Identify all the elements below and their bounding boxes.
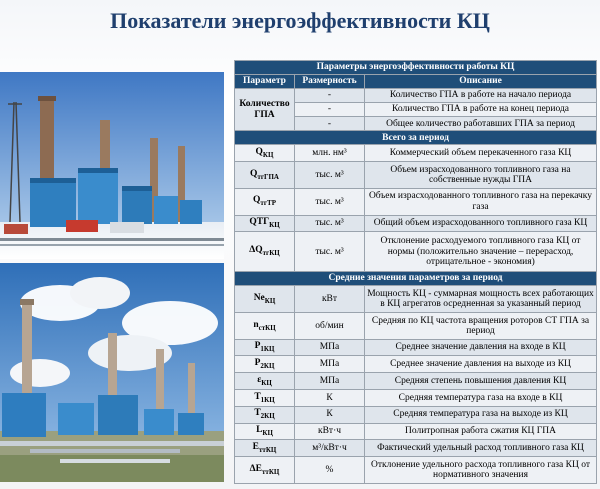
page-title: Показатели энергоэффективности КЦ <box>110 8 490 33</box>
symbol-subscript: КЦ <box>262 429 273 438</box>
table-row <box>235 339 597 356</box>
unit-cell: тыс. м³ <box>295 188 365 215</box>
description-cell: Общее количество работавших ГПА за период <box>365 117 597 131</box>
symbol-base: Q <box>253 195 261 206</box>
param-symbol <box>235 286 295 313</box>
description-cell: Объем израсходованного топливного газа на перекачку газа <box>365 188 597 215</box>
description-cell: Отклонение удельного расхода топливного газа КЦ от нормативного значения <box>365 457 597 484</box>
section-header-averages <box>235 271 597 285</box>
symbol-base: ΔE <box>249 463 262 474</box>
description-cell: Среднее значение давления на входе в КЦ <box>365 339 597 356</box>
param-symbol <box>235 423 295 440</box>
symbol-subscript: 2КЦ <box>260 412 275 421</box>
symbol-subscript: 1КЦ <box>260 395 275 404</box>
table-row <box>235 406 597 423</box>
symbol-subscript: КЦ <box>264 296 276 305</box>
compressor-station-photo-winter <box>0 72 224 259</box>
unit-cell: % <box>295 457 365 484</box>
description-cell: Средняя температура газа на входе в КЦ <box>365 389 597 406</box>
table-header-row <box>235 75 597 89</box>
param-symbol <box>235 312 295 339</box>
symbol-base: T <box>254 391 261 402</box>
symbol-base: Ne <box>253 292 265 303</box>
table-row <box>235 423 597 440</box>
param-symbol <box>235 145 295 162</box>
symbol-base: T <box>254 408 261 419</box>
symbol-base: ΔQ <box>249 245 263 256</box>
param-symbol <box>235 215 295 232</box>
description-cell: Объем израсходованного топливного газа на собственные нужды ГПА <box>365 161 597 188</box>
symbol-base: Q <box>250 168 258 179</box>
unit-cell: тыс. м³ <box>295 215 365 232</box>
description-cell: Политропная работа сжатия КЦ ГПА <box>365 423 597 440</box>
description-cell: Общий объем израсходованного топливного газа КЦ <box>365 215 597 232</box>
description-cell: Средняя по КЦ частота вращения роторов СТ ГПА за период <box>365 312 597 339</box>
symbol-subscript: тгГПА <box>257 172 279 181</box>
table-row <box>235 286 597 313</box>
symbol-subscript: 2КЦ <box>260 361 275 370</box>
description-cell: Среднее значение давления на выходе из КЦ <box>365 356 597 373</box>
description-cell: Средняя температура газа на выходе из КЦ <box>365 406 597 423</box>
symbol-subscript: КЦ <box>261 378 272 387</box>
table-caption: Параметры энергоэффективности работы КЦ <box>235 61 597 75</box>
unit-cell: кВт·ч <box>295 423 365 440</box>
section-title-averages: Средние значения параметров за период <box>235 271 597 285</box>
table-row <box>235 373 597 390</box>
unit-cell: тыс. м³ <box>295 232 365 272</box>
column-header-parameter: Параметр <box>235 75 295 89</box>
symbol-base: E <box>252 441 259 452</box>
unit-cell: - <box>295 103 365 117</box>
table-row <box>235 312 597 339</box>
symbol-subscript: 1КЦ <box>260 345 275 354</box>
unit-cell: об/мин <box>295 312 365 339</box>
symbol-base: QТГ <box>249 217 270 228</box>
symbol-subscript: тгКЦ <box>262 249 280 258</box>
unit-cell: - <box>295 117 365 131</box>
table-row <box>235 232 597 272</box>
symbol-base: n <box>253 319 259 330</box>
symbol-subscript: стКЦ <box>258 323 276 332</box>
symbol-base: ε <box>257 374 262 385</box>
description-cell: Фактический удельный расход топливного газа КЦ <box>365 440 597 457</box>
table-row <box>235 188 597 215</box>
param-symbol <box>235 232 295 272</box>
column-header-unit: Размерность <box>295 75 365 89</box>
section-title-total: Всего за период <box>235 131 597 145</box>
param-symbol <box>235 406 295 423</box>
symbol-subscript: ттКЦ <box>261 467 280 476</box>
symbol-subscript: КЦ <box>262 150 274 159</box>
param-symbol <box>235 457 295 484</box>
description-cell: Количество ГПА в работе на конец периода <box>365 103 597 117</box>
unit-cell: МПа <box>295 339 365 356</box>
unit-cell: МПа <box>295 356 365 373</box>
table-row <box>235 457 597 484</box>
unit-cell: м³/кВт·ч <box>295 440 365 457</box>
energy-efficiency-parameters-table <box>234 60 597 484</box>
param-symbol <box>235 373 295 390</box>
symbol-subscript: тгТР <box>260 199 276 208</box>
unit-cell: МПа <box>295 373 365 390</box>
unit-cell: - <box>295 89 365 103</box>
table-row <box>235 356 597 373</box>
description-cell: Количество ГПА в работе на начало периода <box>365 89 597 103</box>
description-cell: Отклонение расходуемого топливного газа КЦ от нормы (положительно значение – перерасход, отрицательное - экономия) <box>365 232 597 272</box>
param-symbol <box>235 440 295 457</box>
symbol-base: P <box>254 358 261 369</box>
param-symbol <box>235 339 295 356</box>
symbol-base: Q <box>255 146 263 157</box>
description-cell: Коммерческий объем перекаченного газа КЦ <box>365 145 597 162</box>
param-symbol <box>235 188 295 215</box>
symbol-base: L <box>256 425 263 436</box>
table-caption-row <box>235 61 597 75</box>
table-row <box>235 215 597 232</box>
table-row <box>235 389 597 406</box>
description-cell: Средняя степень повышения давления КЦ <box>365 373 597 390</box>
unit-cell: тыс. м³ <box>295 161 365 188</box>
unit-cell: К <box>295 406 365 423</box>
unit-cell: млн. нм³ <box>295 145 365 162</box>
param-symbol <box>235 161 295 188</box>
compressor-station-photo-summer <box>0 263 224 482</box>
column-header-description: Описание <box>365 75 597 89</box>
symbol-subscript: ттКЦ <box>258 445 277 454</box>
unit-cell: К <box>295 389 365 406</box>
param-symbol <box>235 356 295 373</box>
param-gpa-count: Количество ГПА <box>235 89 295 131</box>
table-row <box>235 145 597 162</box>
table-row <box>235 161 597 188</box>
section-header-total <box>235 131 597 145</box>
symbol-base: P <box>254 341 261 352</box>
unit-cell: кВт <box>295 286 365 313</box>
symbol-subscript: КЦ <box>269 221 280 230</box>
param-symbol <box>235 389 295 406</box>
table-row <box>235 89 597 103</box>
description-cell: Мощность КЦ - суммарная мощность всех работающих в КЦ агрегатов осредненная за указанный период <box>365 286 597 313</box>
table-row <box>235 440 597 457</box>
